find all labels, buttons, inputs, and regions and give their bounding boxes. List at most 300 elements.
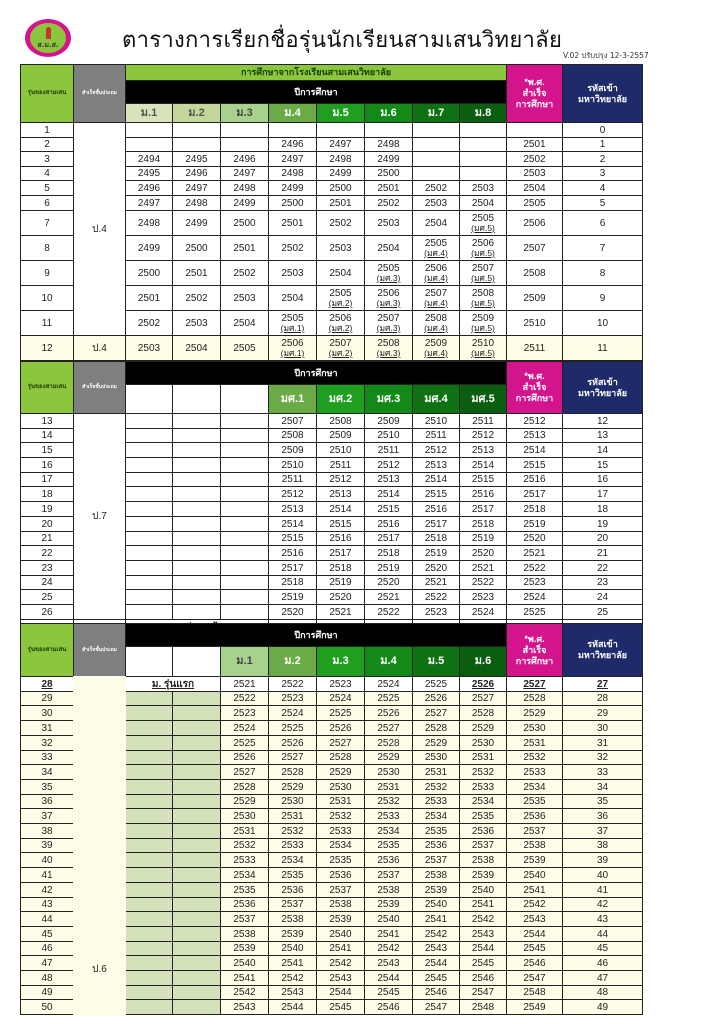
year-cell: 2528: [316, 750, 365, 765]
graduation-year: 2507: [506, 235, 563, 261]
empty-cell: [125, 516, 173, 532]
year-cell: [268, 335, 317, 361]
graduation-year: 2542: [506, 897, 563, 912]
year-cell: 2497: [125, 195, 173, 211]
year-cell: 2535: [412, 823, 460, 839]
year-cell: 2516: [459, 486, 507, 502]
year-cell: 2502: [316, 210, 365, 236]
year-cell: 2540: [316, 926, 365, 942]
primary-completed: ป.4: [73, 122, 126, 336]
year-cell: 2529: [220, 794, 269, 809]
university-code: 16: [562, 472, 643, 487]
year-cell: 2538: [268, 911, 317, 927]
old-grade-note: (มศ.4): [424, 323, 448, 333]
grade-header: มศ.1: [268, 384, 317, 414]
year-cell: 2508: [316, 413, 365, 429]
university-code: 33: [562, 764, 643, 780]
version-label: V.02 ปรับปรุง 12-3-2557: [563, 51, 649, 60]
graduation-year: 2520: [506, 531, 563, 546]
empty-cell: [125, 705, 173, 721]
empty-cell: [172, 705, 221, 721]
year-cell: 2503: [459, 180, 507, 196]
graduation-year: 2540: [506, 867, 563, 883]
year-cell: [459, 260, 507, 286]
year-cell: 2520: [268, 604, 317, 620]
year-cell: 2514: [268, 516, 317, 532]
graduation-year: 2547: [506, 970, 563, 986]
year-cell: 2531: [412, 764, 460, 780]
empty-cell: [125, 575, 173, 590]
empty-cell: [172, 457, 221, 473]
year-cell: 2516: [268, 545, 317, 561]
class-number: 10: [20, 285, 74, 311]
year-cell: 2501: [172, 260, 221, 286]
year-cell: 2516: [316, 531, 365, 546]
year-cell: 2534: [459, 794, 507, 809]
graduation-year: 2513: [506, 428, 563, 443]
empty-cell: [172, 941, 221, 956]
university-code: 40: [562, 867, 643, 883]
old-grade-note: (มศ.2): [328, 348, 353, 358]
year-cell: 2503: [268, 260, 317, 286]
university-code: 27: [562, 676, 643, 692]
year-cell: [125, 137, 173, 152]
year-cell: 2540: [268, 941, 317, 956]
year-cell: 2520: [459, 545, 507, 561]
year-cell: 2501: [220, 235, 269, 261]
year-cell: 2531: [364, 779, 413, 795]
year-cell: 2517: [459, 501, 507, 517]
year-cell: 2524: [364, 676, 413, 692]
year-value: 2506: [377, 288, 400, 299]
year-cell: 2508: [268, 428, 317, 443]
year-cell: 2525: [268, 720, 317, 736]
year-cell: 2528: [459, 705, 507, 721]
year-cell: 2544: [459, 941, 507, 956]
old-grade-note: (มศ.2): [328, 323, 353, 333]
year-cell: 2516: [412, 501, 460, 517]
year-cell: 2529: [412, 735, 460, 751]
year-cell: 2512: [459, 428, 507, 443]
header-class-no: รุ่นของสามเสน: [20, 361, 74, 414]
class-number: 11: [20, 310, 74, 336]
grade-header: มศ.4: [412, 384, 460, 414]
year-cell: 2500: [364, 166, 413, 181]
year-cell: 2534: [268, 852, 317, 868]
old-grade-note: (มศ.5): [471, 248, 495, 258]
year-cell: 2509: [316, 428, 365, 443]
year-cell: 2533: [268, 838, 317, 853]
year-cell: [412, 260, 460, 286]
university-code: 11: [562, 335, 643, 361]
class-number: 7: [20, 210, 74, 236]
class-number: 25: [20, 589, 74, 605]
year-cell: 2539: [220, 941, 269, 956]
empty-cell: [125, 852, 173, 868]
year-value: 2508: [471, 288, 495, 299]
header-primary-completed: สำเร็จชั้นประถม: [73, 64, 126, 123]
year-cell: 2511: [412, 428, 460, 443]
year-cell: 2504: [268, 285, 317, 311]
header-school-education: การศึกษาจากโรงเรียนสามเสนวิทยาลัย: [125, 64, 507, 81]
year-cell: [364, 260, 413, 286]
year-cell: 2503: [412, 195, 460, 211]
year-value: 2508: [377, 338, 400, 349]
year-value: 2506: [471, 238, 495, 249]
year-cell: 2538: [412, 867, 460, 883]
empty-cell: [125, 955, 173, 971]
year-cell: 2511: [364, 442, 413, 458]
year-cell: 2541: [268, 955, 317, 971]
year-cell: 2499: [268, 180, 317, 196]
old-grade-note: (มศ.4): [424, 248, 448, 258]
empty-grade-header: [125, 646, 173, 677]
year-cell: 2504: [172, 335, 221, 361]
university-code: 30: [562, 720, 643, 736]
year-cell: [316, 285, 365, 311]
year-cell: 2503: [220, 285, 269, 311]
empty-cell: [172, 720, 221, 736]
university-code: 19: [562, 516, 643, 532]
class-number: 26: [20, 604, 74, 620]
year-cell: 2533: [412, 794, 460, 809]
class-number: 8: [20, 235, 74, 261]
year-cell: 2527: [412, 705, 460, 721]
year-cell: 2504: [412, 210, 460, 236]
year-cell: 2530: [220, 808, 269, 824]
grade-header: ม.3: [220, 103, 269, 123]
graduation-year: 2505: [506, 195, 563, 211]
year-cell: 2526: [459, 676, 507, 692]
university-code: 38: [562, 838, 643, 853]
year-cell: 2542: [459, 911, 507, 927]
graduation-year: 2543: [506, 911, 563, 927]
year-cell: 2533: [364, 808, 413, 824]
empty-cell: [125, 531, 173, 546]
header-graduation-year: *พ.ศ. สำเร็จ การศึกษา: [506, 64, 563, 123]
year-cell: 2501: [316, 195, 365, 211]
year-cell: 2535: [268, 867, 317, 883]
year-cell: 2498: [316, 151, 365, 167]
year-cell: 2534: [220, 867, 269, 883]
primary-completed: ป.7: [73, 413, 126, 620]
university-code: 14: [562, 442, 643, 458]
university-code: 44: [562, 926, 643, 942]
old-grade-note: (มศ.5): [471, 348, 495, 358]
year-cell: [459, 210, 507, 236]
university-code: 21: [562, 545, 643, 561]
university-code: 17: [562, 486, 643, 502]
year-cell: 2514: [412, 472, 460, 487]
empty-cell: [220, 575, 269, 590]
class-number: 17: [20, 472, 74, 487]
year-cell: [172, 137, 221, 152]
year-cell: 2514: [364, 486, 413, 502]
empty-cell: [220, 486, 269, 502]
empty-cell: [172, 691, 221, 706]
year-cell: 2511: [316, 457, 365, 473]
year-cell: 2536: [220, 897, 269, 912]
year-value: 2506: [329, 313, 352, 324]
year-cell: 2530: [412, 750, 460, 765]
primary-completed: ป.4: [73, 335, 126, 361]
graduation-year: 2548: [506, 985, 563, 1000]
year-cell: [220, 137, 269, 152]
class-number: 6: [20, 195, 74, 211]
graduation-year: 2534: [506, 779, 563, 795]
year-value: 2507: [424, 288, 448, 299]
year-cell: 2524: [268, 705, 317, 721]
year-cell: [412, 151, 460, 167]
university-code: 1: [562, 137, 643, 152]
page-title: ตารางการเรียกชื่อรุ่นนักเรียนสามเสนวิทยาลัย: [122, 28, 563, 53]
year-cell: 2502: [364, 195, 413, 211]
year-cell: [459, 235, 507, 261]
year-cell: 2539: [412, 882, 460, 898]
empty-cell: [125, 985, 173, 1000]
year-value: 2507: [377, 313, 400, 324]
year-cell: [459, 151, 507, 167]
year-cell: 2510: [364, 428, 413, 443]
year-cell: 2497: [220, 166, 269, 181]
graduation-year: 2528: [506, 691, 563, 706]
empty-cell: [125, 560, 173, 576]
year-cell: 2537: [364, 867, 413, 883]
year-cell: [459, 285, 507, 311]
empty-cell: [172, 897, 221, 912]
class-number: 50: [20, 999, 74, 1015]
class-number: 1: [20, 122, 74, 138]
graduation-year: 2512: [506, 413, 563, 429]
year-cell: 2504: [364, 235, 413, 261]
year-cell: 2541: [316, 941, 365, 956]
year-cell: 2521: [412, 575, 460, 590]
year-cell: 2542: [364, 941, 413, 956]
university-code: 45: [562, 941, 643, 956]
year-cell: 2547: [459, 985, 507, 1000]
empty-cell: [125, 545, 173, 561]
empty-grade-header: [172, 384, 221, 414]
year-cell: 2544: [412, 955, 460, 971]
year-cell: 2497: [172, 180, 221, 196]
grade-header: ม.1: [220, 646, 269, 677]
year-cell: 2538: [459, 852, 507, 868]
graduation-year: 2509: [506, 285, 563, 311]
year-cell: 2498: [220, 180, 269, 196]
year-cell: 2536: [268, 882, 317, 898]
year-cell: 2534: [364, 823, 413, 839]
year-cell: 2505: [220, 335, 269, 361]
empty-cell: [172, 867, 221, 883]
year-cell: 2515: [316, 516, 365, 532]
year-cell: 2519: [316, 575, 365, 590]
old-grade-note: (มศ.3): [376, 273, 401, 283]
year-value: 2505: [329, 288, 352, 299]
year-cell: 2499: [316, 166, 365, 181]
class-number: 39: [20, 838, 74, 853]
year-cell: 2524: [220, 720, 269, 736]
year-cell: 2540: [459, 882, 507, 898]
empty-cell: [125, 472, 173, 487]
university-code: 18: [562, 501, 643, 517]
year-cell: 2522: [220, 691, 269, 706]
empty-cell: [172, 575, 221, 590]
year-cell: 2536: [412, 838, 460, 853]
year-cell: 2527: [364, 720, 413, 736]
grade-header: ม.5: [316, 103, 365, 123]
empty-cell: [172, 911, 221, 927]
class-number: 45: [20, 926, 74, 942]
year-cell: 2522: [364, 604, 413, 620]
university-code: 47: [562, 970, 643, 986]
year-cell: 2520: [316, 589, 365, 605]
year-cell: 2531: [459, 750, 507, 765]
year-cell: [459, 310, 507, 336]
year-cell: 2518: [412, 531, 460, 546]
grade-header: ม.6: [364, 103, 413, 123]
year-cell: 2547: [412, 999, 460, 1015]
year-cell: 2518: [459, 516, 507, 532]
graduation-year: 2530: [506, 720, 563, 736]
year-cell: 2520: [364, 575, 413, 590]
year-cell: 2531: [268, 808, 317, 824]
grade-header: ม.7: [412, 103, 460, 123]
header-academic-year: ปีการศึกษา: [125, 623, 507, 647]
year-cell: 2527: [220, 764, 269, 780]
year-cell: 2517: [268, 560, 317, 576]
empty-cell: [125, 779, 173, 795]
university-code: 28: [562, 691, 643, 706]
empty-cell: [172, 531, 221, 546]
year-cell: 2517: [412, 516, 460, 532]
year-cell: 2519: [412, 545, 460, 561]
empty-cell: [125, 794, 173, 809]
empty-cell: [125, 999, 173, 1015]
year-cell: [220, 122, 269, 138]
year-cell: 2539: [268, 926, 317, 942]
empty-cell: [172, 955, 221, 971]
class-number: 29: [20, 691, 74, 706]
university-code: 2: [562, 151, 643, 167]
empty-cell: [125, 911, 173, 927]
year-cell: 2499: [172, 210, 221, 236]
class-number: 30: [20, 705, 74, 721]
year-cell: 2497: [268, 151, 317, 167]
year-cell: 2517: [364, 531, 413, 546]
university-code: 8: [562, 260, 643, 286]
year-cell: [459, 137, 507, 152]
year-cell: 2498: [268, 166, 317, 181]
empty-cell: [220, 472, 269, 487]
header-academic-year: ปีการศึกษา: [125, 361, 507, 385]
empty-cell: [220, 501, 269, 517]
class-number: 13: [20, 413, 74, 429]
header-primary-completed: สำเร็จชั้นประถม: [73, 623, 126, 677]
university-code: 12: [562, 413, 643, 429]
class-number: 23: [20, 560, 74, 576]
graduation-year: 2519: [506, 516, 563, 532]
class-number: 41: [20, 867, 74, 883]
class-number: 21: [20, 531, 74, 546]
year-cell: 2499: [220, 195, 269, 211]
empty-cell: [220, 457, 269, 473]
graduation-year: 2518: [506, 501, 563, 517]
year-cell: [172, 122, 221, 138]
year-cell: 2497: [316, 137, 365, 152]
empty-cell: [220, 531, 269, 546]
empty-cell: [172, 413, 221, 429]
graduation-year: [506, 122, 563, 138]
year-cell: 2502: [268, 235, 317, 261]
year-cell: 2515: [459, 472, 507, 487]
empty-cell: [172, 516, 221, 532]
university-code: 25: [562, 604, 643, 620]
year-cell: 2502: [220, 260, 269, 286]
graduation-year: 2521: [506, 545, 563, 561]
year-cell: [364, 285, 413, 311]
year-cell: 2533: [220, 852, 269, 868]
empty-cell: [220, 604, 269, 620]
year-value: 2506: [424, 263, 448, 274]
university-code: 37: [562, 823, 643, 839]
year-cell: 2533: [316, 823, 365, 839]
year-value: 2505: [377, 263, 400, 274]
empty-cell: [125, 413, 173, 429]
year-cell: 2541: [364, 926, 413, 942]
empty-cell: [172, 838, 221, 853]
old-grade-note: (มศ.1): [280, 323, 305, 333]
header-class-no: รุ่นของสามเสน: [20, 64, 74, 123]
class-number: 4: [20, 166, 74, 181]
year-cell: 2517: [316, 545, 365, 561]
graduation-year: 2504: [506, 180, 563, 196]
class-number: 40: [20, 852, 74, 868]
year-value: 2505: [281, 313, 304, 324]
empty-cell: [220, 516, 269, 532]
year-cell: 2528: [268, 764, 317, 780]
graduation-year: 2510: [506, 310, 563, 336]
empty-cell: [172, 486, 221, 502]
year-cell: 2519: [364, 560, 413, 576]
year-cell: 2504: [220, 310, 269, 336]
grade-header: ม.2: [268, 646, 317, 677]
year-cell: 2498: [364, 137, 413, 152]
year-cell: 2541: [459, 897, 507, 912]
year-cell: 2532: [268, 823, 317, 839]
year-cell: [125, 122, 173, 138]
old-grade-note: (มศ.4): [424, 298, 448, 308]
graduation-year: 2515: [506, 457, 563, 473]
class-number: 31: [20, 720, 74, 736]
year-cell: 2537: [268, 897, 317, 912]
year-cell: 2507: [268, 413, 317, 429]
year-cell: 2504: [459, 195, 507, 211]
year-cell: 2544: [268, 999, 317, 1015]
year-cell: 2518: [364, 545, 413, 561]
empty-cell: [172, 472, 221, 487]
class-number: 2: [20, 137, 74, 152]
old-grade-note: (มศ.1): [280, 348, 305, 358]
school-logo: [25, 19, 71, 57]
graduation-year: 2516: [506, 472, 563, 487]
year-cell: 2530: [364, 764, 413, 780]
university-code: 48: [562, 985, 643, 1000]
year-cell: 2544: [364, 970, 413, 986]
university-code: 20: [562, 531, 643, 546]
year-cell: 2512: [364, 457, 413, 473]
graduation-year: 2508: [506, 260, 563, 286]
old-grade-note: (มศ.3): [376, 348, 401, 358]
